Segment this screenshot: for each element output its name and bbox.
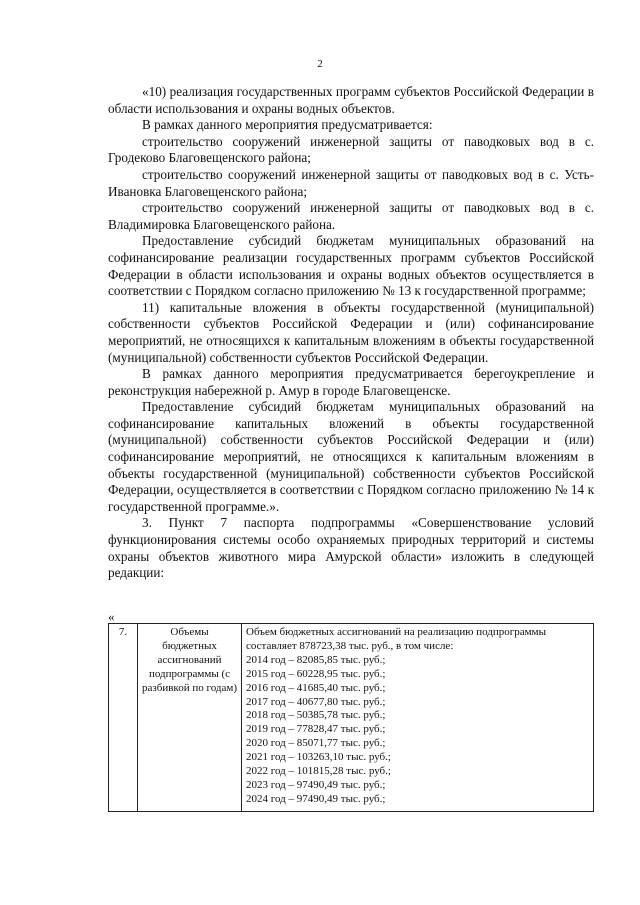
table-row bbox=[109, 624, 594, 812]
paragraph-item-11: 11) капитальные вложения в объекты государственной (муниципальной) собственности субъектов Российской Федерации и (или) софинансирование мероприятий, не относящихся к капитальным вложениям в объекты государственной (муниципальной) собственности субъектов Российской Федерации. bbox=[108, 299, 594, 365]
paragraph-point-3: 3. Пункт 7 паспорта подпрограммы «Совершенствование условий функционирования системы особо охраняемых природных территорий и системы охраны объектов животного мира Амурской области» изложить в следующей редакции: bbox=[108, 515, 594, 581]
paragraph-subsidies-13: Предоставление субсидий бюджетам муниципальных образований на софинансирование реализации государственных программ субъектов Российской Федерации в области использования и охраны водных объектов осуществляется в соответствии с Порядком согласно приложению № 13 к государственной программе; bbox=[108, 233, 594, 299]
value-line: 2024 год – 97490,49 тыс. руб.; bbox=[246, 792, 386, 805]
paragraph-vladimirovka: строительство сооружений инженерной защиты от паводковых вод в с. Владимировка Благовещенского района. bbox=[108, 200, 594, 232]
value-line: 2021 год – 103263,10 тыс. руб.; bbox=[246, 751, 391, 764]
value-line: составляет 878723,38 тыс. руб., в том числе: bbox=[246, 639, 454, 652]
page-number: 2 bbox=[317, 58, 323, 70]
value-line: 2023 год – 97490,49 тыс. руб.; bbox=[246, 778, 386, 791]
open-quote: « bbox=[108, 609, 115, 624]
passport-table bbox=[108, 623, 594, 812]
row-label-cell: Объемы бюджетных ассигнований подпрограммы (с разбивкой по годам) bbox=[138, 624, 242, 812]
paragraph-item-10: «10) реализация государственных программ субъектов Российской Федерации в области использования и охраны водных объектов. bbox=[108, 84, 594, 116]
value-line: 2017 год – 40677,80 тыс. руб.; bbox=[246, 695, 386, 708]
value-line: 2020 год – 85071,77 тыс. руб.; bbox=[246, 737, 386, 750]
row-value-cell bbox=[242, 624, 594, 812]
value-line: 2018 год – 50385,78 тыс. руб.; bbox=[246, 709, 386, 722]
paragraph-ust-ivanovka: строительство сооружений инженерной защиты от паводковых вод в с. Усть-Ивановка Благовещенского района; bbox=[108, 166, 594, 199]
value-line: 2022 год – 101815,28 тыс. руб.; bbox=[246, 765, 391, 778]
value-line: Объем бюджетных ассигнований на реализацию подпрограммы bbox=[246, 626, 546, 638]
row-number-cell: 7. bbox=[109, 624, 138, 812]
value-line: 2016 год – 41685,40 тыс. руб.; bbox=[246, 681, 386, 694]
paragraph-measures-intro: В рамках данного мероприятия предусматривается: bbox=[142, 117, 433, 133]
paragraph-grodekovo: строительство сооружений инженерной защиты от паводковых вод в с. Гродеково Благовещенского района; bbox=[108, 133, 594, 166]
value-line: 2019 год – 77828,47 тыс. руб.; bbox=[246, 723, 386, 736]
paragraph-amur-embankment: В рамках данного мероприятия предусматривается берегоукрепление и реконструкция набережной р. Амур в городе Благовещенске. bbox=[108, 366, 594, 398]
value-line: 2014 год – 82085,85 тыс. руб.; bbox=[246, 653, 386, 666]
paragraph-subsidies-14: Предоставление субсидий бюджетам муниципальных образований на софинансирование капитальных вложений в объекты государственной (муниципальной) собственности субъектов Российской Федерации и (или) софинансирование мероприятий, не относящихся к капитальным вложениям в объекты государственной (муниципальной) собственности субъектов Российской Федерации, осуществляется в соответствии с Порядком согласно приложению № 14 к государственной программе.». bbox=[108, 399, 594, 514]
document-body bbox=[108, 84, 594, 582]
value-line: 2015 год – 60228,95 тыс. руб.; bbox=[246, 667, 386, 680]
